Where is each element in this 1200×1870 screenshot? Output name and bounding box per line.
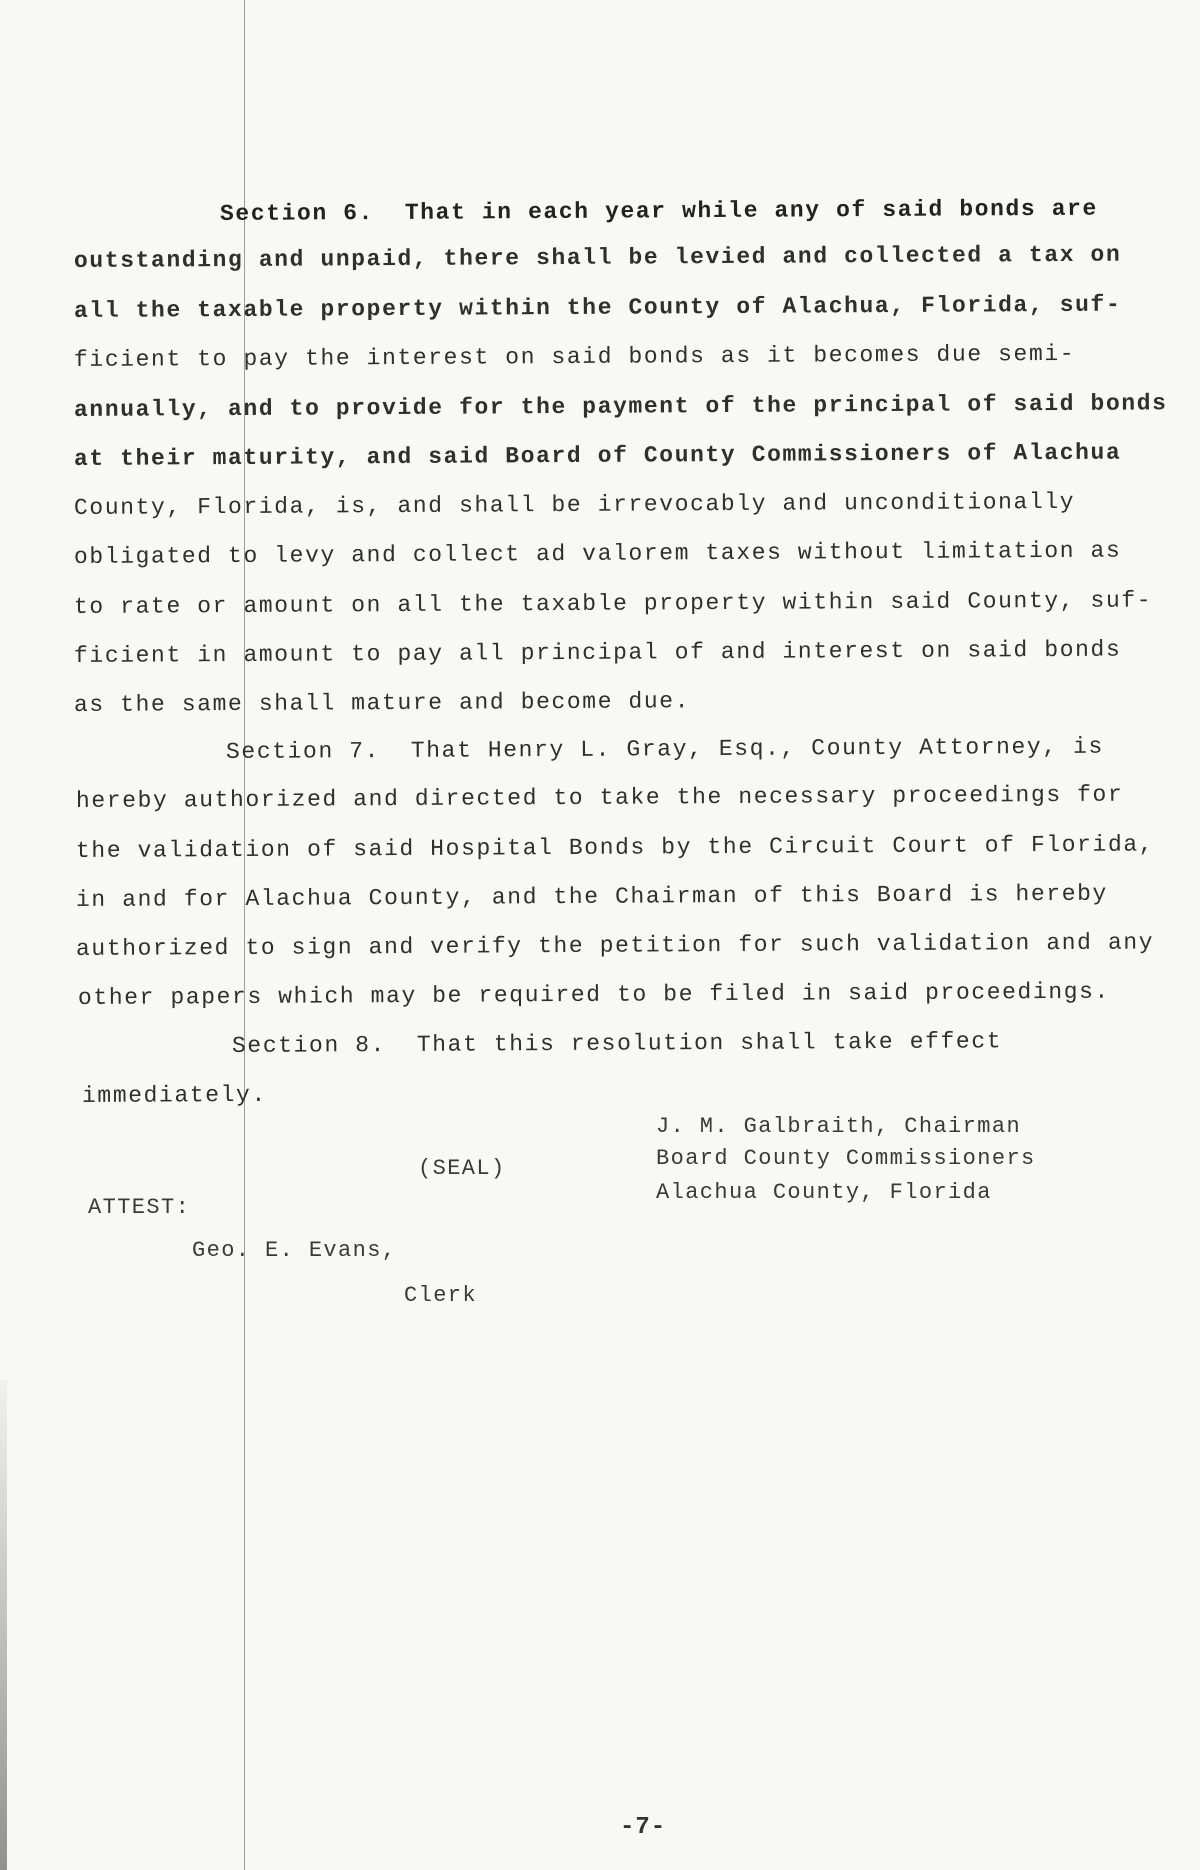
page-edge-shadow: [0, 1380, 7, 1870]
section-6-line-4: ficient to pay the interest on said bonds as it becomes due semi-: [73, 340, 1076, 373]
section-6-line-2: outstanding and unpaid, there shall be levied and collected a tax on: [73, 241, 1122, 274]
section-7-line-5: authorized to sign and verify the petition for such validation and any: [75, 929, 1155, 962]
section-6-line-5: annually, and to provide for the payment of the principal of said bonds: [73, 390, 1168, 423]
page-number: -7-: [620, 1814, 667, 1841]
section-7-line-6: other papers which may be required to be filed in said proceedings.: [77, 978, 1111, 1011]
section-6-line-7: County, Florida, is, and shall be irrevocably and unconditionally: [73, 488, 1076, 521]
chairman-name: J. M. Galbraith, Chairman: [656, 1114, 1022, 1139]
section-6-line-6: at their maturity, and said Board of County Commissioners of Alachua: [73, 439, 1122, 472]
chairman-county: Alachua County, Florida: [656, 1180, 992, 1205]
chairman-board: Board County Commissioners: [656, 1146, 1036, 1171]
attest-label: ATTEST:: [88, 1195, 191, 1220]
section-8-line-1: Section 8. That this resolution shall take effect: [231, 1028, 1003, 1059]
section-6-line-10: ficient in amount to pay all principal of and interest on said bonds: [73, 636, 1122, 669]
section-6-line-1: Section 6. That in each year while any of said bonds are: [219, 195, 1098, 227]
clerk-name: Geo. E. Evans,: [192, 1238, 397, 1263]
section-6-line-8: obligated to levy and collect ad valorem taxes without limitation as: [73, 537, 1122, 570]
section-7-line-1: Section 7. That Henry L. Gray, Esq., County Attorney, is: [225, 733, 1104, 765]
seal-label: (SEAL): [418, 1156, 506, 1181]
section-6-line-3: all the taxable property within the County of Alachua, Florida, suf-: [73, 291, 1122, 324]
section-7-line-4: in and for Alachua County, and the Chairman of this Board is hereby: [75, 880, 1109, 913]
section-7-line-3: the validation of said Hospital Bonds by the Circuit Court of Florida,: [75, 831, 1155, 864]
section-7-line-2: hereby authorized and directed to take the necessary proceedings for: [75, 781, 1124, 814]
section-8-line-2: immediately.: [81, 1081, 267, 1109]
section-6-line-11: as the same shall mature and become due.: [73, 688, 691, 718]
section-6-line-9: to rate or amount on all the taxable property within said County, suf-: [73, 587, 1153, 620]
clerk-title: Clerk: [404, 1283, 478, 1308]
